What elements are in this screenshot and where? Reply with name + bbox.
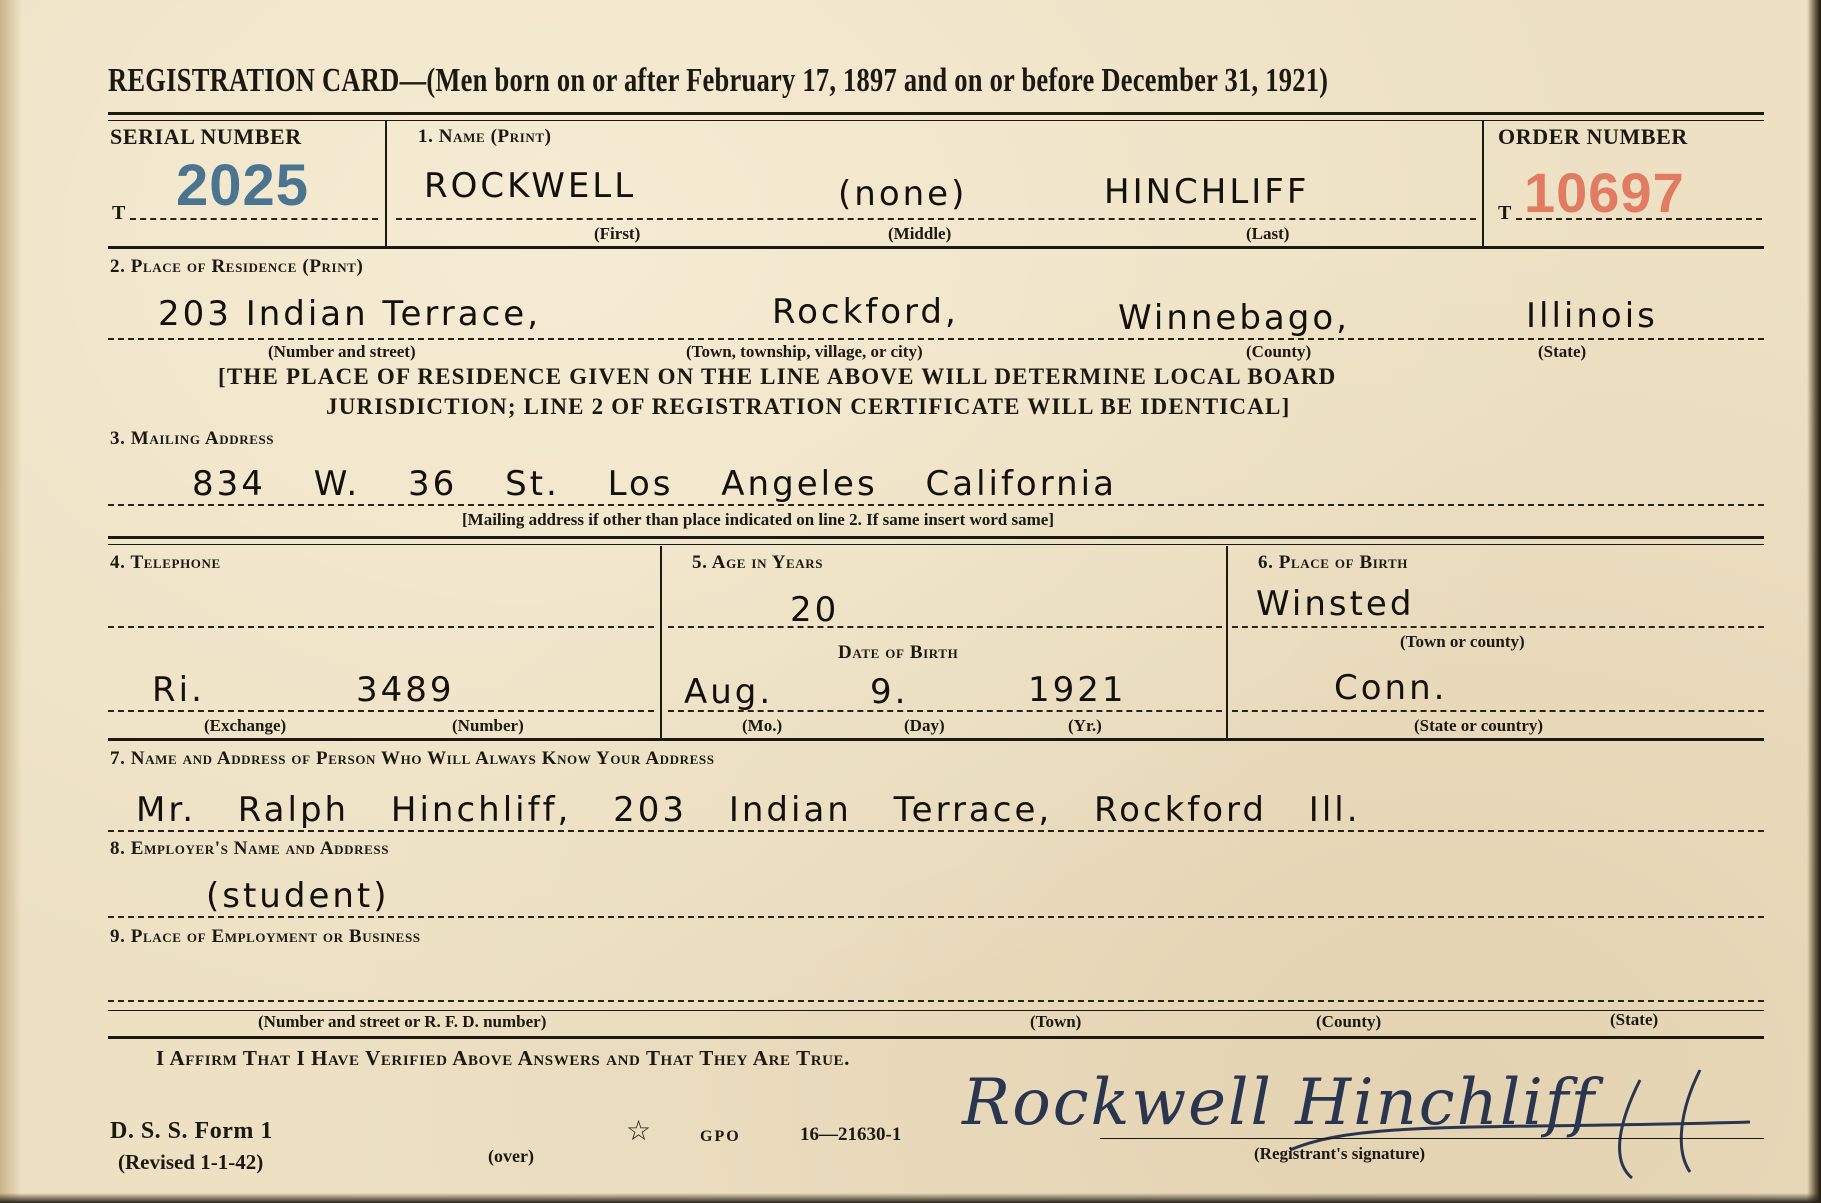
telephone-line-1	[108, 626, 654, 628]
affirm-text: I Affirm That I Have Verified Above Answers and That They Are True.	[156, 1046, 851, 1070]
mailing-caption: [Mailing address if other than place indicated on line 2. If same insert word same]	[462, 510, 1054, 529]
serial-line	[130, 218, 378, 220]
dob-month: Aug.	[684, 672, 774, 712]
employment-street-caption: (Number and street or R. F. D. number)	[258, 1012, 547, 1031]
age-label: 5. Age in Years	[692, 552, 824, 573]
residence-county-caption: (County)	[1246, 342, 1312, 361]
name-line	[396, 218, 1476, 220]
order-prefix: T	[1498, 202, 1512, 224]
birthplace-label: 6. Place of Birth	[1258, 552, 1408, 573]
dob-line	[668, 710, 1222, 712]
order-value: 10697	[1524, 161, 1685, 224]
name-middle: (none)	[838, 174, 968, 214]
mailing-value: 834 W. 36 St. Los Angeles California	[192, 464, 1117, 504]
row-rule-3	[108, 738, 1764, 741]
order-line	[1516, 218, 1762, 220]
contact-label: 7. Name and Address of Person Who Will Always Know Your Address	[110, 748, 715, 769]
employment-label: 9. Place of Employment or Business	[110, 926, 421, 947]
mailing-label: 3. Mailing Address	[110, 428, 275, 449]
telephone-number-caption: (Number)	[452, 716, 524, 735]
row-rule-2-thin	[108, 544, 1764, 545]
age-value: 20	[790, 590, 840, 630]
birthplace-town: Winsted	[1256, 584, 1415, 624]
title-rule	[108, 112, 1764, 115]
form-gpo: GPO	[700, 1128, 741, 1145]
contact-line	[108, 830, 1764, 832]
signature-caption: (Registrant's signature)	[1254, 1144, 1426, 1163]
serial-value: 2025	[176, 153, 310, 218]
dob-label: Date of Birth	[838, 642, 959, 663]
card-edge-left	[0, 0, 22, 1203]
name-first: ROCKWELL	[424, 166, 637, 206]
row-rule-2	[108, 536, 1764, 539]
residence-line	[108, 338, 1764, 340]
name-label: 1. Name (Print)	[418, 126, 552, 147]
employer-line	[108, 916, 1764, 918]
birthplace-line-2	[1232, 710, 1764, 712]
birthplace-state: Conn.	[1334, 668, 1448, 708]
card-title: REGISTRATION CARD—(Men born on or after February 17, 1897 and on or before December 31, 1921)	[108, 62, 1329, 99]
residence-label: 2. Place of Residence (Print)	[110, 256, 364, 277]
serial-label: SERIAL NUMBER	[110, 124, 302, 149]
residence-town: Rockford,	[772, 292, 959, 332]
age-line	[668, 626, 1222, 628]
residence-notice-line2: JURISDICTION; LINE 2 OF REGISTRATION CERTIFICATE WILL BE IDENTICAL]	[326, 394, 1291, 419]
age-divider	[1226, 546, 1228, 738]
residence-state: Illinois	[1526, 296, 1658, 336]
birthplace-town-caption: (Town or county)	[1400, 632, 1525, 651]
dob-day-caption: (Day)	[904, 716, 945, 735]
telephone-exchange-caption: (Exchange)	[204, 716, 287, 735]
residence-county: Winnebago,	[1118, 298, 1350, 338]
form-revised: (Revised 1-1-42)	[118, 1150, 264, 1174]
order-divider	[1482, 120, 1484, 246]
serial-prefix: T	[112, 202, 126, 224]
signature-line	[1100, 1138, 1764, 1139]
residence-street-caption: (Number and street)	[268, 342, 416, 361]
title-rule-thin	[108, 120, 1764, 121]
name-middle-caption: (Middle)	[888, 224, 952, 243]
form-number: D. S. S. Form 1	[110, 1118, 273, 1144]
dob-year-caption: (Yr.)	[1068, 716, 1102, 735]
employment-county-caption: (County)	[1316, 1012, 1382, 1031]
card-edge-bottom	[0, 1193, 1821, 1203]
telephone-label: 4. Telephone	[110, 552, 221, 573]
dob-day: 9.	[870, 672, 909, 712]
name-last-caption: (Last)	[1246, 224, 1290, 243]
residence-street: 203 Indian Terrace,	[158, 294, 542, 334]
registrant-signature: Rockwell Hinchliff	[962, 1066, 1597, 1140]
mailing-line	[108, 504, 1764, 506]
telephone-exchange: Ri.	[152, 670, 205, 710]
birthplace-line-1	[1232, 626, 1764, 628]
dob-month-caption: (Mo.)	[742, 716, 783, 735]
name-first-caption: (First)	[594, 224, 641, 243]
employment-line	[108, 1000, 1764, 1002]
employer-label: 8. Employer's Name and Address	[110, 838, 390, 859]
telephone-line-2	[108, 710, 654, 712]
birthplace-state-caption: (State or country)	[1414, 716, 1544, 735]
contact-value: Mr. Ralph Hinchliff, 203 Indian Terrace, Rockford Ill.	[136, 790, 1361, 830]
order-label: ORDER NUMBER	[1498, 124, 1688, 149]
form-over: (over)	[488, 1146, 534, 1166]
employment-state-caption: (State)	[1610, 1010, 1659, 1029]
employment-town-caption: (Town)	[1030, 1012, 1082, 1031]
card-edge-right	[1807, 0, 1821, 1203]
serial-divider	[385, 120, 387, 246]
star-icon: ☆	[626, 1116, 652, 1147]
telephone-divider	[660, 546, 662, 738]
dob-year: 1921	[1028, 670, 1127, 710]
name-last: HINCHLIFF	[1104, 172, 1310, 212]
telephone-number: 3489	[356, 670, 455, 710]
residence-town-caption: (Town, township, village, or city)	[686, 342, 923, 361]
employer-value: (student)	[206, 876, 390, 916]
residence-state-caption: (State)	[1538, 342, 1587, 361]
row-rule-1	[108, 246, 1764, 249]
form-code: 16—21630-1	[800, 1124, 902, 1145]
row-rule-4	[108, 1036, 1764, 1039]
residence-notice-line1: [THE PLACE OF RESIDENCE GIVEN ON THE LINE ABOVE WILL DETERMINE LOCAL BOARD	[218, 364, 1337, 389]
employment-rule	[108, 1010, 1764, 1011]
